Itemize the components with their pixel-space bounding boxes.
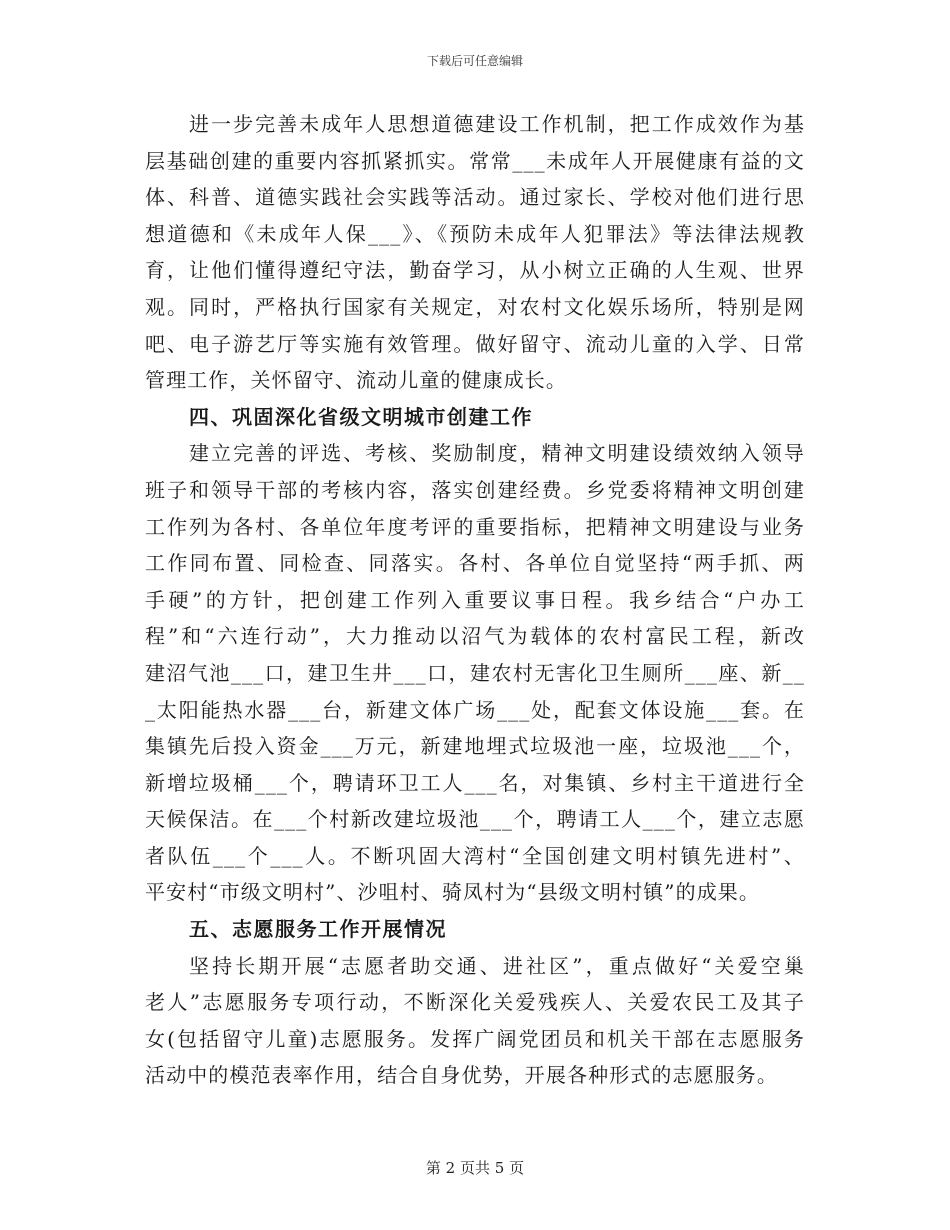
text-line: _太阳能热水器___台，新建文体广场___处，配套文体设施___套。在 (145, 697, 805, 722)
page-header: 下载后可任意编辑 (426, 54, 523, 68)
text-line: 者队伍___个___人。不断巩固大湾村“全国创建文明村镇先进村”、 (145, 843, 805, 868)
text-line: 观。同时，严格执行国家有关规定，对农村文化娱乐场所，特别是网 (145, 294, 805, 319)
text-line: 建立完善的评选、考核、奖励制度，精神文明建设绩效纳入领导 (189, 441, 805, 466)
text-line: 工作同布置、同检查、同落实。各村、各单位自觉坚持“两手抓、两 (145, 551, 805, 576)
text-line: 体、科普、道德实践社会实践等活动。通过家长、学校对他们进行思 (145, 185, 805, 210)
text-line: 活动中的模范表率作用，结合自身优势，开展各种形式的志愿服务。 (145, 1063, 778, 1088)
text-line: 坚持长期开展“志愿者助交通、进社区”，重点做好“关爱空巢 (189, 953, 805, 978)
text-line: 程”和“六连行动”，大力推动以沼气为载体的农村富民工程，新改 (145, 624, 805, 649)
document-body (145, 106, 805, 1094)
text-line: 手硬”的方针，把创建工作列入重要议事日程。我乡结合“户办工 (145, 587, 805, 612)
paragraph-civilization (145, 435, 805, 911)
text-line: 女(包括留守儿童)志愿服务。发挥广阔党团员和机关干部在志愿服务 (145, 1026, 805, 1051)
section-heading-5: 五、志愿服务工作开展情况 (189, 917, 447, 942)
text-line: 育，让他们懂得遵纪守法，勤奋学习，从小树立正确的人生观、世界 (145, 258, 805, 283)
text-line: 管理工作，关怀留守、流动儿童的健康成长。 (145, 368, 567, 393)
text-line: 集镇先后投入资金___万元，新建地埋式垃圾池一座，垃圾池___个， (145, 734, 805, 759)
text-line: 工作列为各村、各单位年度考评的重要指标，把精神文明建设与业务 (145, 514, 805, 539)
section-heading-4: 四、巩固深化省级文明城市创建工作 (189, 404, 533, 429)
text-line: 天候保洁。在___个村新改建垃圾池___个，聘请工人___个，建立志愿 (145, 807, 805, 832)
page-number: 第 2 页共 5 页 (425, 1159, 525, 1177)
text-line: 新增垃圾桶___个，聘请环卫工人___名，对集镇、乡村主干道进行全 (145, 770, 805, 795)
text-line: 层基础创建的重要内容抓紧抓实。常常___未成年人开展健康有益的文 (145, 148, 805, 173)
text-line: 吧、电子游艺厅等实施有效管理。做好留守、流动儿童的入学、日常 (145, 331, 805, 356)
text-line: 建沼气池___口，建卫生井___口，建农村无害化卫生厕所___座、新__ (145, 660, 805, 685)
paragraph-volunteer (145, 948, 805, 1094)
text-line: 班子和领导干部的考核内容，落实创建经费。乡党委将精神文明创建 (145, 477, 805, 502)
text-line: 想道德和《未成年人保___》、《预防未成年人犯罪法》等法律法规教 (145, 221, 805, 246)
paragraph-minors (145, 106, 805, 399)
text-line: 老人”志愿服务专项行动，不断深化关爱残疾人、关爱农民工及其子 (145, 990, 805, 1015)
text-line: 平安村“市级文明村”、沙咀村、骑凤村为“县级文明村镇”的成果。 (145, 880, 760, 905)
text-line: 进一步完善未成年人思想道德建设工作机制，把工作成效作为基 (189, 112, 805, 136)
